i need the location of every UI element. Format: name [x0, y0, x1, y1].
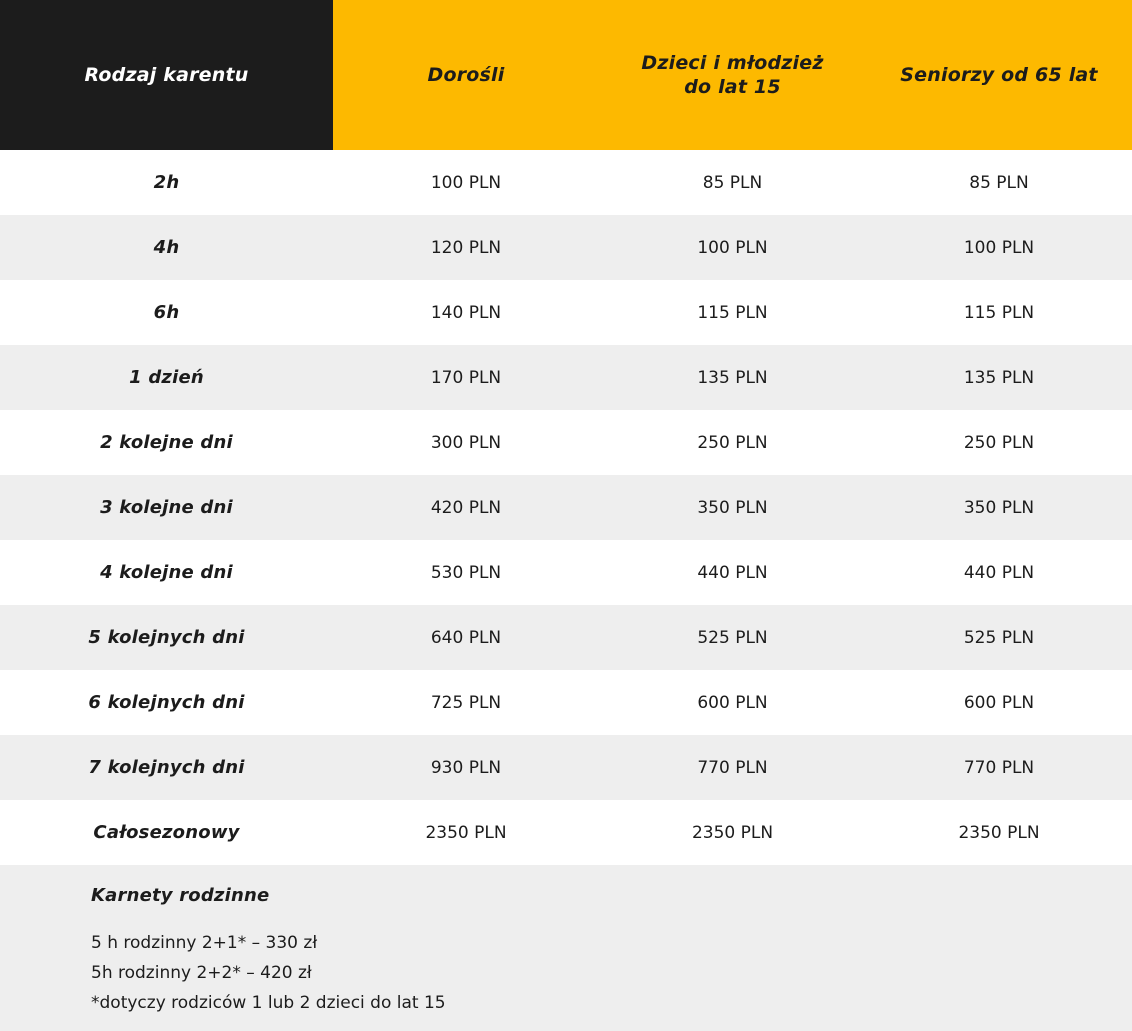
- ticket-type: 4 kolejne dni: [100, 562, 233, 583]
- family-passes-title: Karnety rodzinne: [91, 885, 270, 906]
- header-ticket-type: Rodzaj karentu: [0, 0, 333, 150]
- price-seniors: 250 PLN: [963, 432, 1035, 453]
- price-adults: 170 PLN: [430, 367, 502, 388]
- price-kids: 440 PLN: [697, 562, 768, 583]
- table-row: [0, 280, 1132, 345]
- price-kids: 350 PLN: [697, 497, 768, 518]
- ticket-type: 5 kolejnych dni: [88, 627, 245, 648]
- price-kids: 600 PLN: [697, 692, 768, 713]
- header-seniors: Seniorzy od 65 lat: [866, 0, 1132, 150]
- price-adults: 640 PLN: [430, 627, 502, 648]
- ticket-type: 3 kolejne dni: [100, 497, 233, 518]
- header-kids: Dzieci i młodzież do lat 15: [599, 0, 866, 150]
- price-kids: 250 PLN: [697, 432, 768, 453]
- price-adults: 120 PLN: [430, 237, 502, 258]
- ticket-type: 4h: [153, 237, 180, 258]
- ticket-type: Całosezonowy: [93, 822, 240, 843]
- table-row: [0, 800, 1132, 865]
- price-adults: 100 PLN: [430, 172, 502, 193]
- price-seniors: 770 PLN: [963, 757, 1035, 778]
- table-row: [0, 215, 1132, 280]
- price-seniors: 525 PLN: [963, 627, 1035, 648]
- price-adults: 930 PLN: [430, 757, 502, 778]
- family-pass-note: *dotyczy rodziców 1 lub 2 dzieci do lat 15: [91, 993, 446, 1013]
- table-row: [0, 345, 1132, 410]
- ticket-type: 7 kolejnych dni: [88, 757, 245, 778]
- ticket-type: 1 dzień: [129, 367, 204, 388]
- family-passes-section: [0, 865, 1132, 1031]
- family-pass-line: 5h rodzinny 2+2* – 420 zł: [91, 963, 312, 983]
- price-kids: 100 PLN: [697, 237, 768, 258]
- family-passes-list: [91, 928, 446, 1018]
- price-adults: 530 PLN: [430, 562, 502, 583]
- price-adults: 2350 PLN: [425, 822, 507, 843]
- price-seniors: 600 PLN: [963, 692, 1035, 713]
- price-kids: 525 PLN: [697, 627, 768, 648]
- price-seniors: 115 PLN: [963, 302, 1035, 323]
- price-seniors: 2350 PLN: [958, 822, 1040, 843]
- header-adults: Dorośli: [333, 0, 599, 150]
- table-row: [0, 605, 1132, 670]
- price-seniors: 100 PLN: [963, 237, 1035, 258]
- ticket-type: 6 kolejnych dni: [88, 692, 245, 713]
- price-seniors: 135 PLN: [963, 367, 1035, 388]
- price-kids: 2350 PLN: [691, 822, 774, 843]
- table-row: [0, 735, 1132, 800]
- price-seniors: 85 PLN: [969, 172, 1029, 193]
- price-seniors: 350 PLN: [963, 497, 1035, 518]
- price-kids: 770 PLN: [697, 757, 768, 778]
- table-row: [0, 540, 1132, 605]
- price-kids: 135 PLN: [697, 367, 768, 388]
- price-kids: 115 PLN: [697, 302, 768, 323]
- price-adults: 420 PLN: [430, 497, 502, 518]
- price-seniors: 440 PLN: [963, 562, 1035, 583]
- table-header: [0, 0, 1132, 150]
- price-adults: 300 PLN: [430, 432, 502, 453]
- price-adults: 140 PLN: [430, 302, 502, 323]
- price-kids: 85 PLN: [702, 172, 763, 193]
- table-row: [0, 410, 1132, 475]
- ticket-type: 2 kolejne dni: [100, 432, 233, 453]
- ticket-type: 2h: [153, 172, 180, 193]
- table-row: [0, 150, 1132, 215]
- price-adults: 725 PLN: [430, 692, 502, 713]
- family-pass-line: 5 h rodzinny 2+1* – 330 zł: [91, 933, 318, 953]
- table-row: [0, 475, 1132, 540]
- table-row: [0, 670, 1132, 735]
- ticket-type: 6h: [153, 302, 180, 323]
